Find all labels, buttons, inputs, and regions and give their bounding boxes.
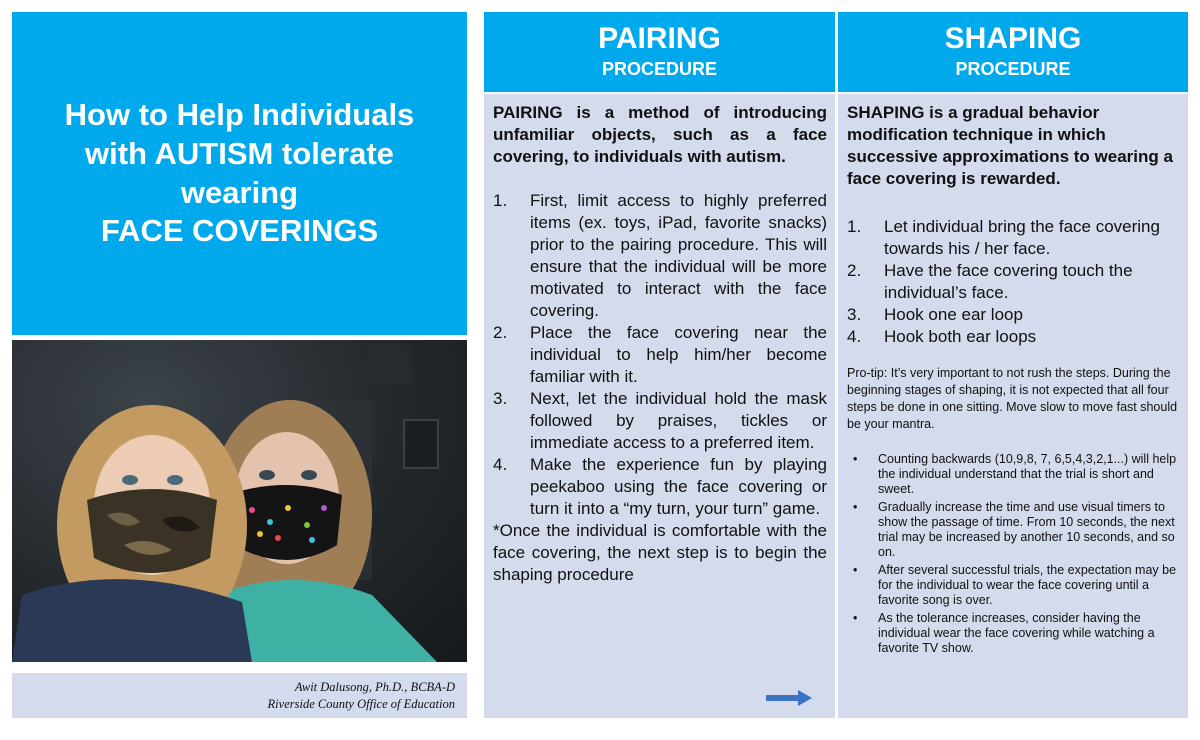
arrow-right-icon xyxy=(766,690,812,706)
title-panel xyxy=(12,12,467,335)
tip-text: As the tolerance increases, consider having the individual wear the face covering while watching a favorite TV show. xyxy=(878,611,1155,655)
step-number: 1. xyxy=(847,217,862,236)
step-number: 3. xyxy=(493,389,508,408)
pairing-note: *Once the individual is comfortable with the face covering, the next step is to begin the shaping procedure xyxy=(493,521,827,584)
shaping-subheading: PROCEDURE xyxy=(955,59,1071,79)
bullet-icon: • xyxy=(853,563,858,577)
pro-tip: Pro-tip: It’s very important to not rush the steps. During the beginning stages of shaping, it is not expected that all four steps be done in one sitting. Move slow to move fast should be your mantra. xyxy=(847,366,1178,431)
list-item xyxy=(847,326,1180,348)
pairing-header xyxy=(484,12,835,92)
step-text: Hook one ear loop xyxy=(884,305,1023,324)
step-text: Next, let the individual hold the mask followed by praises, tickles or immediate access to a preferred item. xyxy=(530,389,827,452)
step-text: First, limit access to highly preferred items (ex. toys, iPad, favorite snacks) prior to the pairing procedure. This will ensure that the individual will be more motivated to interact with the face covering. xyxy=(530,191,827,320)
pairing-panel xyxy=(484,94,835,718)
list-item xyxy=(847,500,1180,560)
list-item xyxy=(493,190,827,322)
pairing-steps-list xyxy=(493,190,827,520)
author-name: Awit Dalusong, Ph.D., BCBA-D xyxy=(294,680,455,694)
list-item xyxy=(847,611,1180,656)
list-item xyxy=(847,260,1180,304)
step-text: Let individual bring the face covering towards his / her face. xyxy=(884,217,1160,258)
title-line: wearing xyxy=(180,174,299,210)
photo-two-children-masks xyxy=(12,340,467,662)
shaping-intro: SHAPING is a gradual behavior modification technique in which successive approximations to wearing a face covering is rewarded. xyxy=(847,103,1173,188)
list-item xyxy=(847,563,1180,608)
bullet-icon: • xyxy=(853,611,858,625)
pairing-intro: PAIRING is a method of introducing unfamiliar objects, such as a face covering, to individuals with autism. xyxy=(493,103,827,166)
list-item xyxy=(847,216,1180,260)
photo-illustration xyxy=(12,340,467,662)
step-text: Place the face covering near the individual to help him/her become familiar with it. xyxy=(530,323,827,386)
tip-text: Counting backwards (10,9,8, 7, 6,5,4,3,2,1...) will help the individual understand that the trial is short and sweet. xyxy=(878,452,1177,496)
shaping-tips-list xyxy=(847,452,1180,656)
shaping-heading: SHAPING xyxy=(944,22,1082,55)
shaping-panel xyxy=(838,94,1188,718)
step-number: 2. xyxy=(847,261,862,280)
bullet-icon: • xyxy=(853,452,858,466)
step-text: Make the experience fun by playing peekaboo using the face covering or turn it into a “my turn, your turn” game. xyxy=(530,455,827,518)
step-text: Have the face covering touch the individual’s face. xyxy=(884,261,1133,302)
list-item xyxy=(493,454,827,520)
step-number: 4. xyxy=(493,455,508,474)
title-line: How to Help Individuals xyxy=(64,97,415,132)
shaping-steps-list xyxy=(847,216,1180,348)
title-line: with AUTISM tolerate xyxy=(85,135,394,171)
title-line: FACE COVERINGS xyxy=(100,213,379,249)
step-number: 4. xyxy=(847,327,862,346)
pairing-heading: PAIRING xyxy=(598,22,721,55)
step-number: 3. xyxy=(847,305,862,324)
list-item xyxy=(847,452,1180,497)
list-item xyxy=(847,304,1180,326)
tip-text: Gradually increase the time and use visual timers to show the passage of time. From 10 seconds, the next trial may be increased by another 10 seconds, and so on. xyxy=(878,500,1175,559)
list-item xyxy=(493,322,827,388)
step-number: 1. xyxy=(493,191,508,210)
bullet-icon: • xyxy=(853,500,858,514)
list-item xyxy=(493,388,827,454)
author-credit xyxy=(12,673,467,718)
poster-title xyxy=(65,96,415,251)
shaping-header xyxy=(838,12,1188,92)
step-number: 2. xyxy=(493,323,508,342)
step-text: Hook both ear loops xyxy=(884,327,1037,346)
author-organization: Riverside County Office of Education xyxy=(267,697,455,711)
tip-text: After several successful trials, the expectation may be for the individual to wear the face covering until a favorite song is over. xyxy=(878,563,1177,607)
pairing-subheading: PROCEDURE xyxy=(601,59,717,79)
